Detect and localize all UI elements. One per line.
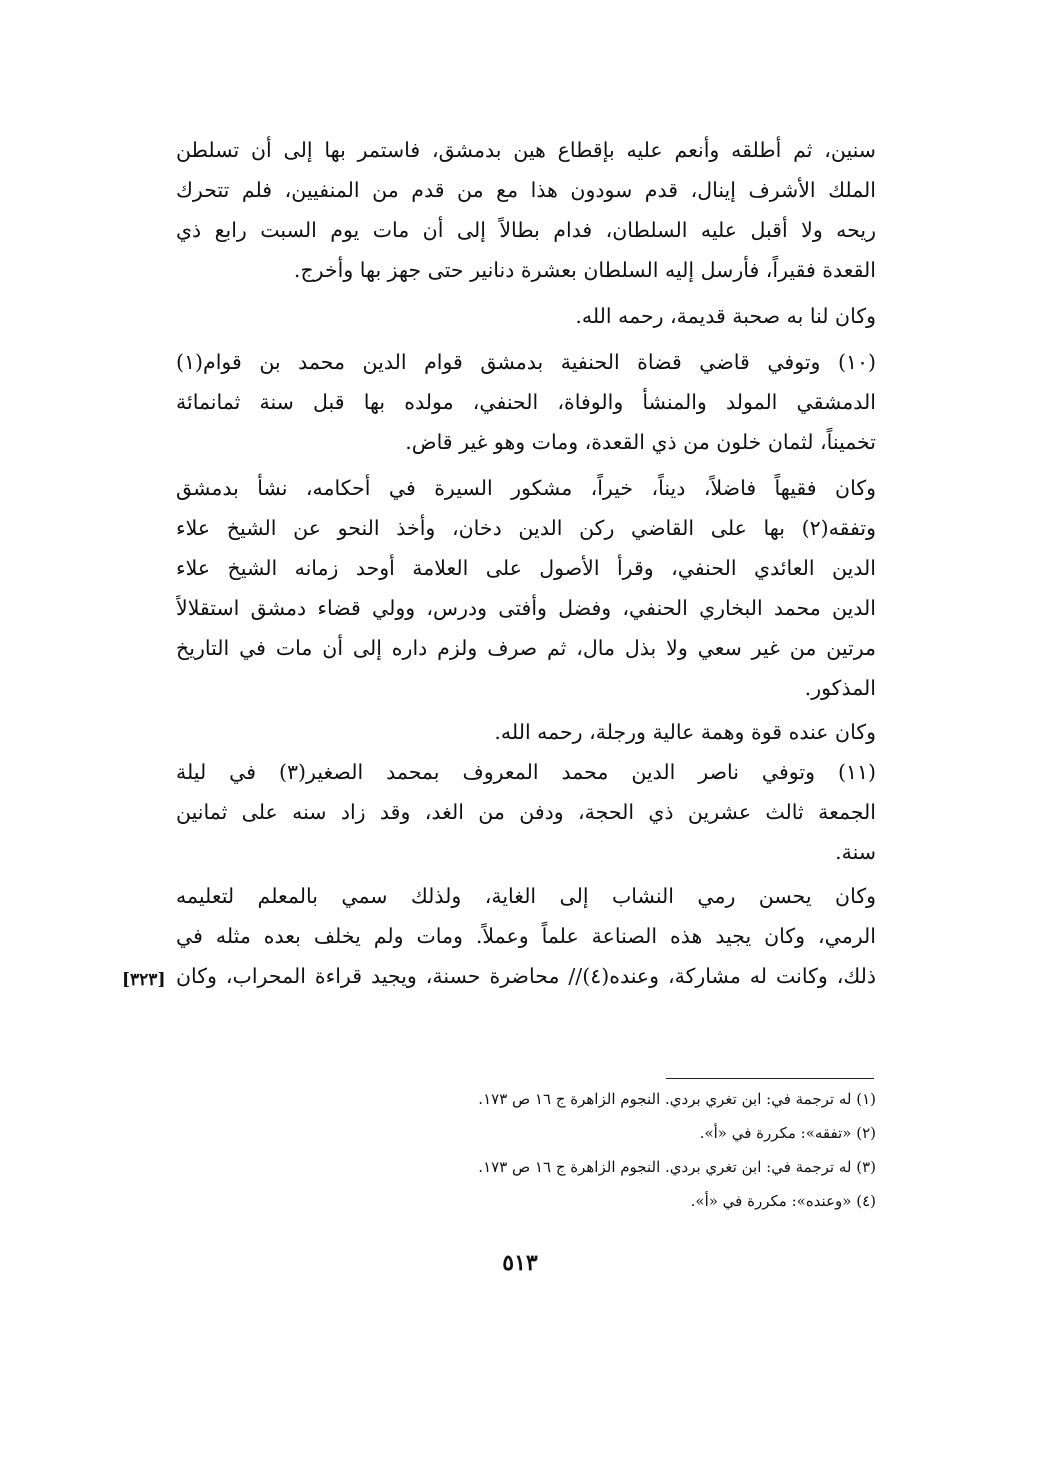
text-line: الرمي، وكان يجيد هذه الصناعة علماً وعملاً. ومات ولم يخلف بعده مثله في (176, 924, 876, 948)
text-line: الدين محمد البخاري الحنفي، وفضل وأفتى ودرس، وولي قضاء دمشق استقلالاً (176, 596, 876, 620)
text-line: مرتين من غير سعي ولا بذل مال، ثم صرف ولزم داره إلى أن مات في التاريخ (176, 636, 876, 660)
text-line: ذلك، وكانت له مشاركة، وعنده(٤)// محاضرة حسنة، ويجيد قراءة المحراب، وكان (176, 964, 876, 988)
text-line: ريحه ولا أقبل عليه السلطان، فدام بطالاً إلى أن مات يوم السبت رابع ذي (176, 218, 876, 242)
footnote-divider (666, 1078, 874, 1079)
text-line: وكان يحسن رمي النشاب إلى الغاية، ولذلك سمي بالمعلم لتعليمه (176, 884, 876, 908)
footnote: (٣) له ترجمة في: ابن تغري بردي. النجوم الزاهرة ج ١٦ ص ١٧٣. (478, 1158, 876, 1176)
manuscript-folio-reference: [٣٢٣] (122, 970, 166, 990)
footnote: (٤) «وعنده»: مكررة في «أ». (690, 1192, 876, 1210)
text-line: سنين، ثم أطلقه وأنعم عليه بإقطاع هين بدمشق، فاستمر بها إلى أن تسلطن (176, 138, 876, 162)
text-line: الجمعة ثالث عشرين ذي الحجة، ودفن من الغد، وقد زاد سنه على ثمانين (176, 800, 876, 824)
text-line: المذكور. (804, 676, 876, 700)
page-number: ٥١٣ (502, 1250, 538, 1276)
text-line-entry-11: (١١) وتوفي ناصر الدين محمد المعروف بمحمد الصغير(٣) في ليلة (176, 760, 876, 784)
text-line: وكان عنده قوة وهمة عالية ورجلة، رحمه الله. (494, 720, 876, 744)
text-line: سنة. (835, 840, 876, 864)
text-line: وكان لنا به صحبة قديمة، رحمه الله. (575, 304, 876, 328)
text-line: الدين العائدي الحنفي، وقرأ الأصول على العلامة أوحد زمانه الشيخ علاء (176, 556, 876, 580)
footnotes (176, 1082, 876, 1218)
text-line: الملك الأشرف إينال، قدم سودون هذا مع من قدم من المنفيين، فلم تتحرك (176, 178, 876, 202)
text-line: الدمشقي المولد والمنشأ والوفاة، الحنفي، مولده بها قبل سنة ثمانمائة (176, 390, 876, 414)
text-line-entry-10: (١٠) وتوفي قاضي قضاة الحنفية بدمشق قوام الدين محمد بن قوام(١) (176, 350, 876, 374)
text-line: القعدة فقيراً، فأرسل إليه السلطان بعشرة دنانير حتى جهز بها وأخرج. (293, 258, 876, 282)
text-line: وكان فقيهاً فاضلاً، ديناً، خيراً، مشكور السيرة في أحكامه، نشأ بدمشق (176, 476, 876, 500)
main-text (176, 130, 876, 996)
text-line: تخميناً، لثمان خلون من ذي القعدة، ومات وهو غير قاض. (405, 430, 876, 454)
text-line: وتفقه(٢) بها على القاضي ركن الدين دخان، وأخذ النحو عن الشيخ علاء (176, 516, 876, 540)
footnote: (٢) «تفقه»: مكررة في «أ». (699, 1124, 876, 1142)
footnote: (١) له ترجمة في: ابن تغري بردي. النجوم الزاهرة ج ١٦ ص ١٧٣. (478, 1090, 876, 1108)
